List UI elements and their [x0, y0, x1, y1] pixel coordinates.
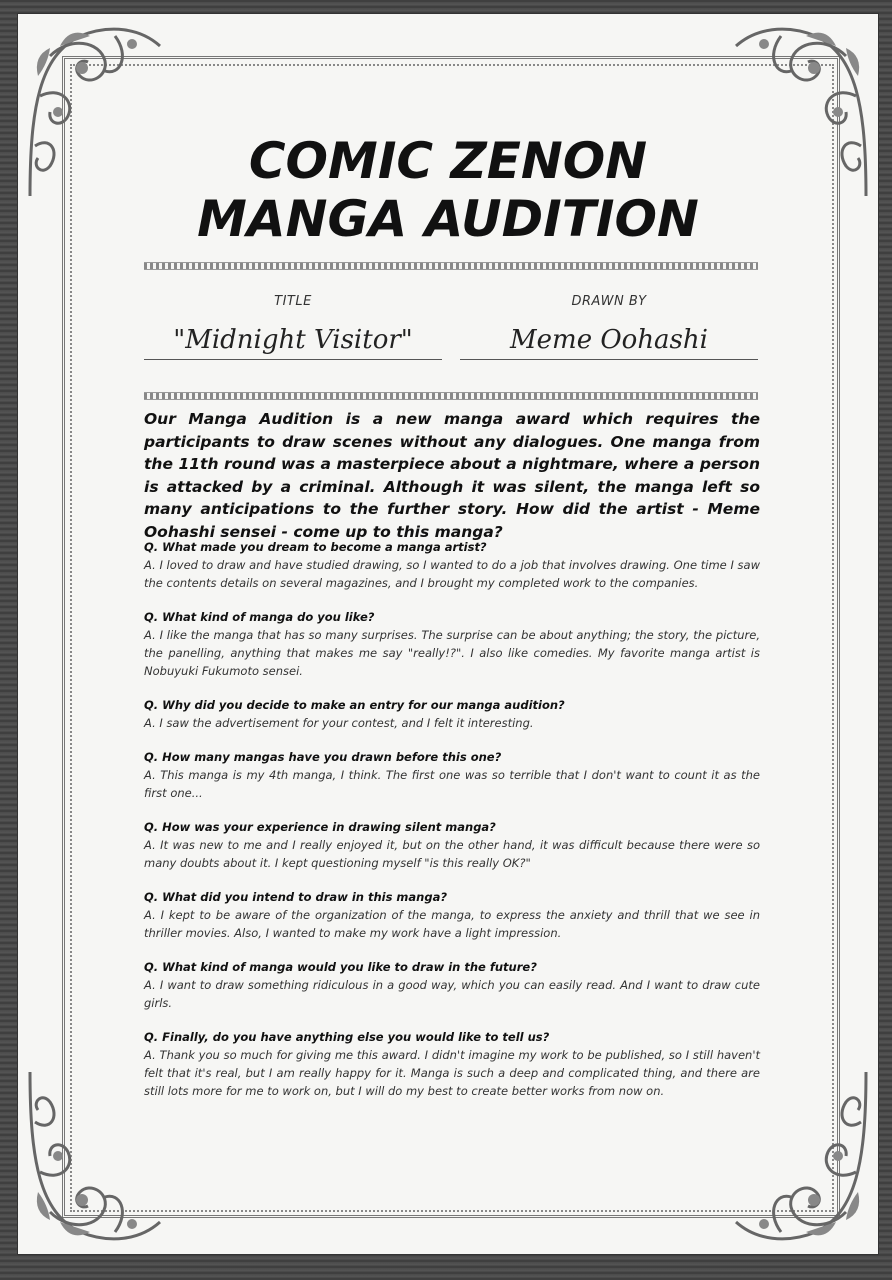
certificate-page: [18, 14, 878, 1254]
answer: A. This manga is my 4th manga, I think. The first one was so terrible that I don't want to count it as the first one...: [144, 768, 760, 800]
answer: A. It was new to me and I really enjoyed it, but on the other hand, it was difficult because there were so many doubts about it. I kept questioning myself "is this really OK?": [144, 838, 760, 870]
qa-item: [144, 748, 760, 802]
question: Q. Why did you decide to make an entry for our manga audition?: [144, 698, 565, 712]
drawn-by-label: DRAWN BY: [571, 294, 647, 309]
qa-item: [144, 696, 760, 732]
question: Q. Finally, do you have anything else you would like to tell us?: [144, 1030, 550, 1044]
intro-paragraph: Our Manga Audition is a new manga award which requires the participants to draw scenes without any dialogues. One manga from the 11th round was a masterpiece about a nightmare, where a person is attacked by a criminal. Although it was silent, the manga left so many anticipations to the further story. How did the artist - Meme Oohashi sensei - come up to this manga?: [144, 410, 760, 541]
title-field: [144, 294, 442, 360]
interview-qa-list: [144, 538, 760, 1116]
qa-item: [144, 608, 760, 680]
drawn-by-field: [460, 294, 758, 360]
answer: A. I want to draw something ridiculous in a good way, which you can easily read. And I want to draw cute girls.: [144, 978, 760, 1010]
title-line-1: COMIC ZENON: [248, 132, 648, 190]
title-value: "Midnight Visitor": [144, 323, 442, 360]
question: Q. What made you dream to become a manga artist?: [144, 540, 487, 554]
ornamental-divider: [144, 392, 758, 400]
answer: A. I loved to draw and have studied drawing, so I wanted to do a job that involves drawing. One time I saw the contents details on several magazines, and I brought my completed work to the companies.: [144, 558, 760, 590]
question: Q. How many mangas have you drawn before this one?: [144, 750, 502, 764]
qa-item: [144, 1028, 760, 1100]
qa-item: [144, 958, 760, 1012]
drawn-by-value: Meme Oohashi: [460, 323, 758, 360]
answer: A. I saw the advertisement for your contest, and I felt it interesting.: [144, 716, 534, 730]
answer: A. I kept to be aware of the organization of the manga, to express the anxiety and thrill that we see in thriller movies. Also, I wanted to make my work have a light impression.: [144, 908, 760, 940]
ornamental-divider: [144, 262, 758, 270]
page-title: [18, 132, 878, 248]
question: Q. What kind of manga would you like to draw in the future?: [144, 960, 537, 974]
qa-item: [144, 538, 760, 592]
title-label: TITLE: [274, 294, 312, 309]
qa-item: [144, 888, 760, 942]
qa-item: [144, 818, 760, 872]
answer: A. I like the manga that has so many surprises. The surprise can be about anything; the story, the picture, the panelling, anything that makes me say "really!?". I also like comedies. My favorite manga artist is Nobuyuki Fukumoto sensei.: [144, 628, 760, 678]
answer: A. Thank you so much for giving me this award. I didn't imagine my work to be published, so I still haven't felt that it's real, but I am really happy for it. Manga is such a deep and complicated thing, and there are still lots more for me to work on, but I will do my best to create better works from now on.: [144, 1048, 760, 1098]
title-line-2: MANGA AUDITION: [197, 190, 699, 248]
question: Q. What kind of manga do you like?: [144, 610, 375, 624]
question: Q. How was your experience in drawing silent manga?: [144, 820, 496, 834]
question: Q. What did you intend to draw in this manga?: [144, 890, 448, 904]
